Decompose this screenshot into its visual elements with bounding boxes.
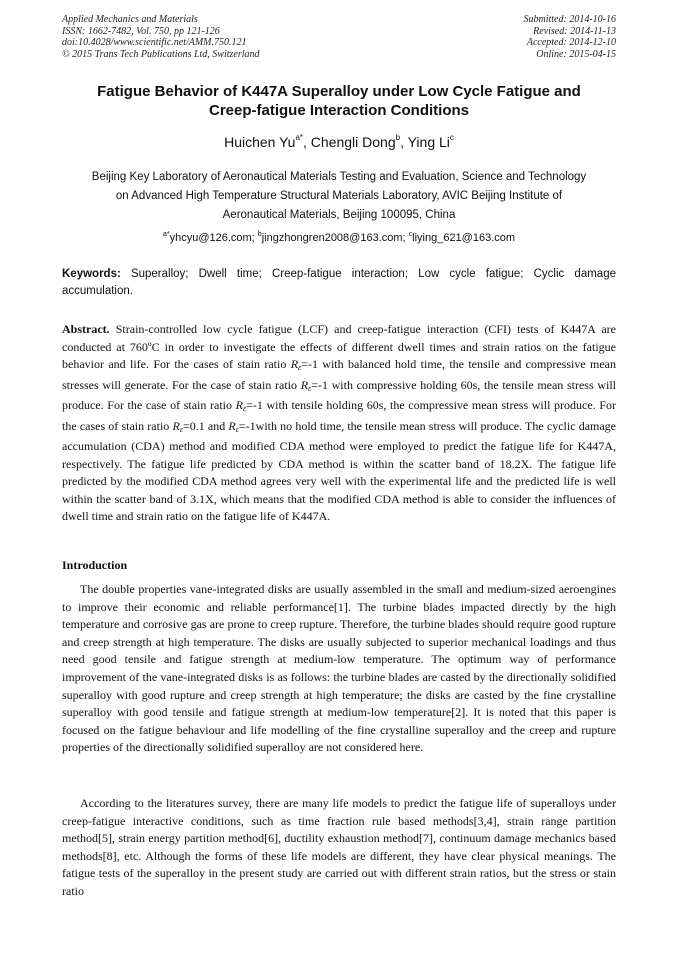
author-emails [62,228,616,245]
accepted-date: Accepted: 2014-12-10 [526,37,616,48]
email-mark: a* [162,231,170,238]
section-heading: Introduction [62,558,128,572]
affiliation [62,168,616,225]
keywords-text: Superalloy; Dwell time; Creep-fatigue interaction; Low cycle fatigue; Cyclic damage accumulation. [62,268,616,297]
abstract-text: =-1 with balanced hold time, the tensile and compressive mean stresses will generate. For the case of stain ratio [62,357,616,392]
email-link[interactable]: jingzhongren2008@163.com; [261,232,409,244]
abstract-text: =-1 with tensile holding 60s, the compressive mean stress will produce. For the cases of stain ratio [62,398,616,433]
issn: ISSN: 1662-7482, Vol. 750, pp 121-126 [62,25,220,37]
abstract-text: =-1 with compressive holding 60s, the tensile mean stress will produce. For the case of stain ratio [62,377,616,412]
online-date: Online: 2015-04-15 [536,48,616,60]
author-affiliation-mark: a* [295,133,303,142]
submitted-date: Submitted: 2014-10-16 [523,14,616,25]
abstract [62,321,616,526]
author-affiliation-mark: b [395,133,401,142]
publication-dates [524,14,617,60]
journal-name: Applied Mechanics and Materials [62,14,198,25]
affiliation-line: Aeronautical Materials, Beijing 100095, China [222,209,456,221]
body-paragraph: The double properties vane-integrated disks are usually assembled in the small and medium-sized aeroengines to improve their economic and reliable performance[1]. The turbine blades impacted directly by the high temperature and corrosive gas are prone to creep rupture. Therefore, the turbine blades should require good rupture and creep strength at high temperature. The disks are usually subjected to superior mechanical loadings and thus need good tensile and fatigue strength at medium-low temperature. The optimum way of performance improvement of the vane-integrated disks is as follows: the turbine blades are casted by the directionally solidified superalloy with good rupture and creep strength at high temperature; the disks are casted by the fine crystalline superalloy with good tensile and fatigue strength at medium-low temperature[2]. It is noted that this paper is focused on the fatigue behaviour and life modelling of the fine crystalline superalloy and the creep and rupture properties of the directionally solidified superalloy are not considered here. [62,582,616,755]
strain-subscript: ε [179,424,183,434]
affiliation-line: on Advanced High Temperature Structural Materials Laboratory, AVIC Beijing Institute of [115,190,563,202]
strain-ratio-symbol: R [235,398,243,412]
strain-ratio-symbol: R [300,377,309,392]
paper-title [62,82,616,120]
strain-ratio-symbol: R [228,418,236,433]
strain-subscript: ε [308,383,312,393]
email-link[interactable]: yhcyu@126.com; [169,232,258,244]
email-link[interactable]: liying_621@163.com [412,232,516,244]
author-list [62,129,616,151]
journal-info [62,14,260,60]
abstract-label: Abstract. [62,322,110,336]
email-mark: c [408,231,413,238]
body-paragraph: According to the literatures survey, there are many life models to predict the fatigue life of superalloys under creep-fatigue interactive conditions, such as time fraction rule based methods[3,4], strain range partition method[5], strain energy partition method[6], ductility exhaustion method[7], continuum damage mechanics based methods[8], etc. Although the forms of these life models are different, they have clear physical meanings. The fatigue tests of the superalloy in the present study are carried out with different strain ratios, but the stress or stain ratio [62,796,616,898]
strain-subscript: ε [298,363,302,372]
strain-ratio-symbol: R [172,418,180,433]
keywords [62,266,616,300]
keywords-label: Keywords: [62,268,121,280]
author-name: Chengli Dong [310,134,396,150]
abstract-text: =-1with no hold time, the tensile mean stress will produce. The cyclic damage accumulation (CDA) method and modified CDA method were employed to predict the fatigue life for K447A, respectively. The fatigue life predicted by CDA method is within the scatter band of 18.2X. The fatigue life predicted by the modified CDA method agrees very well with the experimental life and the predicted life is well within the scatter band of 3.1X, which means that the modified CDA method is able to consider the influences of dwell time and strain ratio on the fatigue life of K447A. [62,418,617,523]
author-name: Huichen Yu [224,134,296,150]
abstract-text: Strain-controlled low cycle fatigue (LCF) and creep-fatigue interaction (CFI) tests of K447A are conducted at 760ºC in order to investigate the effects of different dwell times and strain ratios on the fatigue behavior and life. For the cases of stain ratio [62,322,616,371]
author-name: Ying Li [407,134,450,150]
author-separator: , [303,134,311,150]
email-mark: b [257,231,262,238]
title-line: Fatigue Behavior of K447A Superalloy under Low Cycle Fatigue and [97,83,581,100]
affiliation-line: Beijing Key Laboratory of Aeronautical Materials Testing and Evaluation, Science and Technology [91,171,587,183]
title-line: Creep-fatigue Interaction Conditions [208,102,469,119]
author-separator: , [400,134,408,150]
copyright: © 2015 Trans Tech Publications Ltd, Switzerland [62,48,260,60]
doi: doi:10.4028/www.scientific.net/AMM.750.121 [62,37,247,48]
abstract-text: =0.1 and [182,418,229,433]
strain-subscript: ε [242,404,247,413]
revised-date: Revised: 2014-11-13 [533,25,616,37]
strain-subscript: ε [235,424,239,434]
author-affiliation-mark: c [449,133,454,142]
strain-ratio-symbol: R [290,357,299,371]
